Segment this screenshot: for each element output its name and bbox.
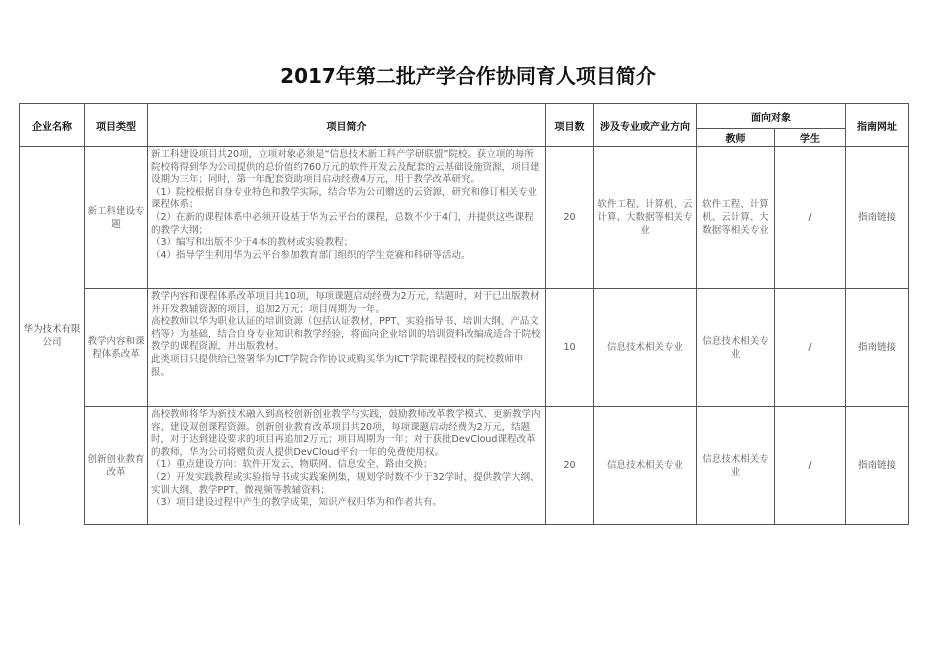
project-type-cell: 教学内容和课程体系改革: [85, 289, 148, 407]
header-teacher: 教师: [697, 129, 775, 147]
header-type: 项目类型: [85, 104, 148, 147]
teacher-cell: 信息技术相关专业: [697, 407, 775, 525]
project-type-cell: 新工科建设专题: [85, 147, 148, 289]
guide-link-cell[interactable]: [846, 147, 909, 289]
major-cell: 软件工程、计算机、云计算、大数据等相关专业: [594, 147, 697, 289]
header-intro: 项目简介: [148, 104, 546, 147]
header-student: 学生: [775, 129, 846, 147]
project-count-cell: 20: [546, 147, 594, 289]
student-cell: /: [775, 147, 846, 289]
project-count-cell: 10: [546, 289, 594, 407]
guide-link[interactable]: 指南链接: [857, 342, 896, 353]
student-cell: /: [775, 289, 846, 407]
project-type-cell: 创新创业教育改革: [85, 407, 148, 525]
table-row: [20, 407, 909, 525]
header-major: 涉及专业或产业方向: [594, 104, 697, 147]
teacher-cell: 信息技术相关专业: [697, 289, 775, 407]
table-row: [20, 289, 909, 407]
header-target: 面向对象: [697, 104, 846, 129]
major-cell: 信息技术相关专业: [594, 407, 697, 525]
student-cell: /: [775, 407, 846, 525]
project-count-cell: 20: [546, 407, 594, 525]
guide-link[interactable]: 指南链接: [857, 212, 896, 223]
project-intro-cell: 新工科建设项目共20项，立项对象必须是“信息技术新工科产学研联盟”院校。获立项的每所院校将得到华为公司提供的总价值约760万元的软件开发云及配套的云基础设施资源，项目建设期为三年；同时，第一年配套资助项目启动经费4万元，用于教学改革研究。 （1）院校根据自身专业特色和教学实际，结合华为公司赠送的云资源，研究和修订相关专业课程体系； （2）在新的课程体系中必须开设基于华为云平台的课程，总数不少于4门，并提供这些课程的教学大纲； （3）编写和出版不少于4本的教材或实验教程； （4）指导学生利用华为云平台参加教育部门组织的学生竞赛和科研等活动。: [148, 147, 546, 289]
guide-link-cell[interactable]: [846, 289, 909, 407]
company-cell: 华为技术有限公司: [20, 147, 85, 525]
major-cell: 信息技术相关专业: [594, 289, 697, 407]
header-company: 企业名称: [20, 104, 85, 147]
page-title: 2017年第二批产学合作协同育人项目简介: [280, 64, 656, 88]
guide-link-cell[interactable]: [846, 407, 909, 525]
table-row: [20, 147, 909, 289]
header-row: [20, 104, 909, 129]
header-link: 指南网址: [846, 104, 909, 147]
header-count: 项目数: [546, 104, 594, 147]
project-intro-cell: 高校教师将华为新技术融入到高校创新创业教学与实践，鼓励教师改革教学模式、更新教学内容、建设双创课程资源。创新创业教育改革项目共20项，每项课题启动经费为2万元，结题时，对于达到建设要求的项目再追加2万元；项目周期为一年；对于获批DevCloud课程改革的教师，华为公司将赠负责人提供DevCloud平台一年的免费使用权。 （1）重点建设方向：软件开发云、物联网、信息安全、路由交换； （2）开发实践教程或实验指导书或实践案例集，规划学时数不少于32学时，提供教学大纲、实训大纲、教学PPT、微视频等教辅资料； （3）项目建设过程中产生的教学成果，知识产权归华为和作者共有。: [148, 407, 546, 525]
project-intro-cell: 教学内容和课程体系改革项目共10项，每项课题启动经费为2万元，结题时，对于已出版教材并开发教辅资源的项目，追加2万元；项目周期为一年。 高校教师以华为职业认证的培训资源（包括认证教材，PPT、实验指导书、培训大纲、产品文档等）为基础，结合自身专业知识和教学经验，将面向企业培训的培训资料改编成适合于院校教学的课程资源，并出版教材。 此类项目只提供给已签署华为ICT学院合作协议或购买华为ICT学院课程授权的院校教师申报。: [148, 289, 546, 407]
teacher-cell: 软件工程、计算机、云计算、大数据等相关专业: [697, 147, 775, 289]
guide-link[interactable]: 指南链接: [857, 460, 896, 471]
project-table: [19, 103, 909, 525]
